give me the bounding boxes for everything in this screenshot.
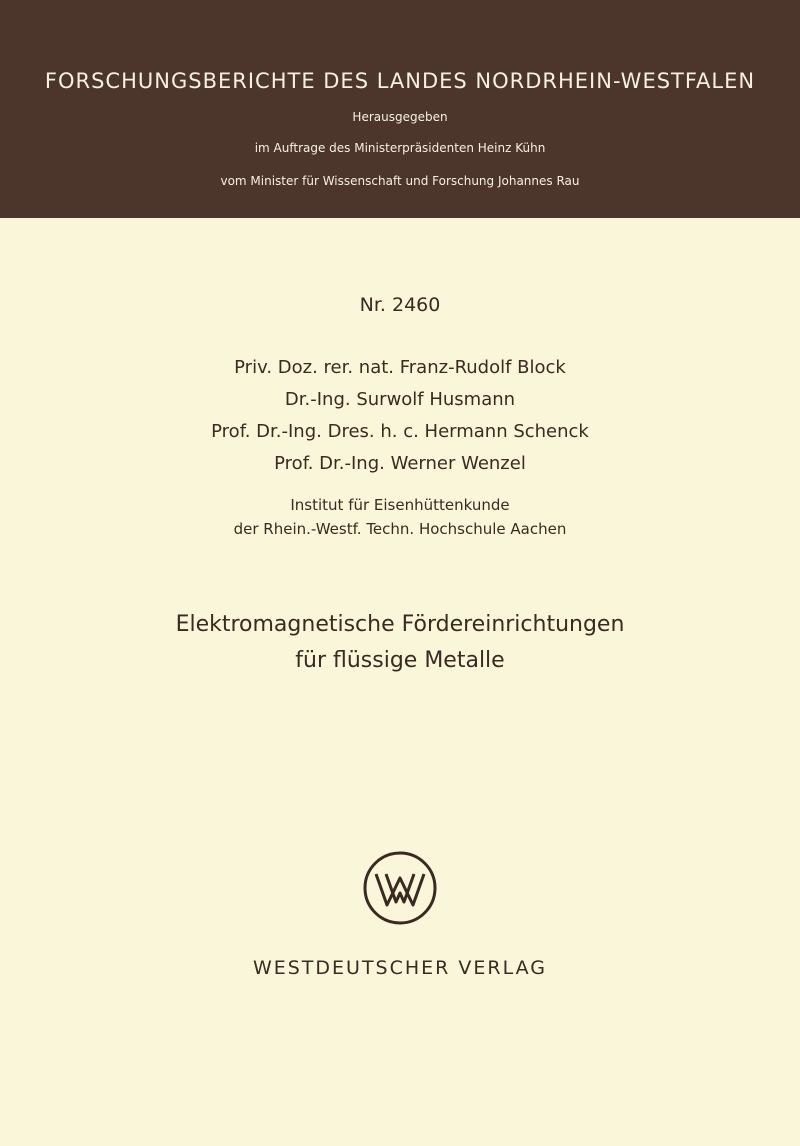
- publisher-name: WESTDEUTSCHER VERLAG: [252, 957, 548, 979]
- report-number: Nr. 2460: [359, 294, 441, 316]
- series-title: FORSCHUNGSBERICHTE DES LANDES NORDRHEIN-WESTFALEN: [44, 69, 756, 93]
- editor-line-2: im Auftrage des Ministerpräsidenten Heinz Kühn: [254, 141, 546, 155]
- author-1: Priv. Doz. rer. nat. Franz-Rudolf Block: [234, 357, 566, 378]
- editor-line-3: vom Minister für Wissenschaft und Forschung Johannes Rau: [220, 174, 580, 188]
- series-header: [0, 0, 800, 218]
- book-title-line-2: für flüssige Metalle: [295, 648, 505, 673]
- editor-line-1: Herausgegeben: [352, 110, 448, 124]
- author-2: Dr.-Ing. Surwolf Husmann: [284, 389, 516, 410]
- author-4: Prof. Dr.-Ing. Werner Wenzel: [274, 453, 526, 474]
- book-title-line-1: Elektromagnetische Fördereinrichtungen: [175, 612, 625, 637]
- institution-line-2: der Rhein.-Westf. Techn. Hochschule Aachen: [233, 520, 567, 538]
- author-3: Prof. Dr.-Ing. Dres. h. c. Hermann Schenck: [211, 421, 589, 442]
- institution-line-1: Institut für Eisenhüttenkunde: [290, 496, 510, 514]
- westdeutscher-verlag-logo-icon: [362, 850, 438, 926]
